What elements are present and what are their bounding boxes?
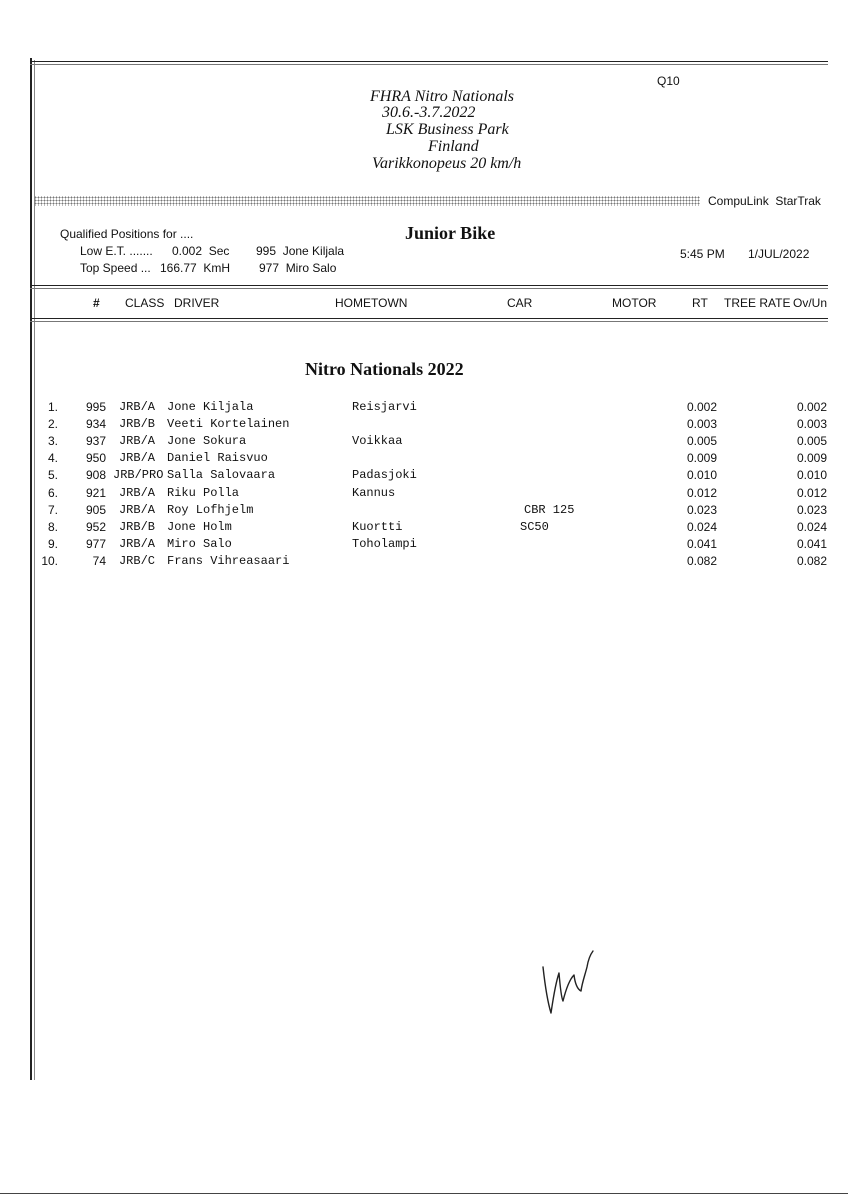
cell-driver: Jone Holm bbox=[167, 519, 232, 534]
class-title: Junior Bike bbox=[405, 223, 496, 243]
cell-num: 937 bbox=[85, 434, 106, 449]
low-et-driver: 995 Jone Kiljala bbox=[256, 244, 345, 258]
cell-driver: Jone Kiljala bbox=[167, 400, 254, 414]
event-venue: LSK Business Park bbox=[386, 121, 509, 138]
col-ovun: Ov/Un bbox=[793, 296, 828, 310]
cell-num: 934 bbox=[85, 417, 106, 432]
cell-hometown: Toholampi bbox=[352, 536, 417, 551]
event-title: FHRA Nitro Nationals bbox=[370, 88, 515, 105]
cell-car: CBR 125 bbox=[524, 502, 575, 517]
event-country: Finland bbox=[428, 138, 479, 155]
top-rule-2 bbox=[30, 64, 828, 65]
cell-cls: JRB/A bbox=[118, 451, 155, 466]
cell-cls: JRB/PRO bbox=[113, 468, 164, 483]
header-rule-top-2 bbox=[30, 288, 828, 289]
cell-rt: 0.010 bbox=[686, 468, 717, 483]
table-row bbox=[0, 468, 848, 485]
cell-cls: JRB/A bbox=[118, 434, 155, 449]
col-hometown: HOMETOWN bbox=[335, 296, 408, 310]
top-rule bbox=[30, 61, 828, 62]
cell-driver: Jone Sokura bbox=[167, 434, 247, 449]
cell-num: 977 bbox=[85, 536, 106, 551]
table-row bbox=[0, 520, 848, 537]
cell-hometown: Reisjarvi bbox=[352, 400, 417, 414]
qualified-label: Qualified Positions for .... bbox=[60, 227, 194, 241]
cell-rt: 0.023 bbox=[686, 502, 717, 517]
report-time: 5:45 PM bbox=[680, 247, 725, 261]
table-row bbox=[0, 554, 848, 571]
table-row bbox=[0, 400, 848, 417]
cell-pos: 5. bbox=[47, 468, 58, 483]
cell-ovun: 0.005 bbox=[796, 434, 827, 449]
top-speed-label: Top Speed ... bbox=[80, 261, 151, 275]
cell-rt: 0.024 bbox=[686, 519, 717, 534]
cell-num: 905 bbox=[85, 502, 106, 517]
cell-cls: JRB/B bbox=[118, 519, 155, 534]
cell-cls: JRB/A bbox=[118, 485, 155, 500]
top-speed-driver: 977 Miro Salo bbox=[259, 261, 337, 275]
cell-rt: 0.003 bbox=[686, 417, 717, 432]
cell-ovun: 0.012 bbox=[796, 485, 827, 500]
header-rule-top bbox=[30, 285, 828, 286]
cell-pos: 4. bbox=[47, 451, 58, 466]
cell-num: 995 bbox=[85, 400, 106, 414]
top-speed-value: 166.77 KmH bbox=[160, 261, 231, 275]
cell-ovun: 0.010 bbox=[796, 468, 827, 483]
page-code: Q10 bbox=[657, 74, 680, 88]
cell-ovun: 0.003 bbox=[796, 417, 827, 432]
table-row bbox=[0, 417, 848, 434]
cell-pos: 9. bbox=[47, 536, 58, 551]
cell-driver: Miro Salo bbox=[167, 536, 232, 551]
cell-ovun: 0.041 bbox=[796, 536, 827, 551]
event-dates: 30.6.-3.7.2022 bbox=[382, 104, 476, 121]
cell-hometown: Padasjoki bbox=[352, 468, 417, 483]
cell-pos: 8. bbox=[47, 519, 58, 534]
cell-num: 950 bbox=[85, 451, 106, 466]
col-num: # bbox=[93, 296, 100, 310]
cell-ovun: 0.024 bbox=[796, 519, 827, 534]
cell-rt: 0.009 bbox=[686, 451, 717, 466]
header-rule-bottom-2 bbox=[30, 321, 828, 322]
col-car: CAR bbox=[507, 296, 533, 310]
table-row bbox=[0, 451, 848, 468]
cell-driver: Daniel Raisvuo bbox=[167, 451, 268, 466]
cell-driver: Frans Vihreasaari bbox=[167, 553, 290, 568]
cell-rt: 0.005 bbox=[686, 434, 717, 449]
cell-ovun: 0.023 bbox=[796, 502, 827, 517]
cell-cls: JRB/A bbox=[118, 536, 155, 551]
table-row bbox=[0, 537, 848, 554]
cell-num: 921 bbox=[85, 485, 106, 500]
cell-hometown: Voikkaa bbox=[352, 434, 403, 449]
cell-car: SC50 bbox=[520, 519, 549, 534]
col-tree-rate: TREE RATE bbox=[724, 296, 791, 310]
cell-num: 952 bbox=[85, 519, 106, 534]
cell-pos: 3. bbox=[47, 434, 58, 449]
cell-cls: JRB/A bbox=[118, 502, 155, 517]
section-title: Nitro Nationals 2022 bbox=[305, 359, 464, 379]
cell-pos: 1. bbox=[47, 400, 58, 414]
col-rt: RT bbox=[692, 296, 708, 310]
system-name: CompuLink StarTrak bbox=[708, 194, 821, 208]
report-date: 1/JUL/2022 bbox=[748, 247, 810, 261]
cell-cls: JRB/C bbox=[118, 553, 155, 568]
header-rule-bottom bbox=[30, 318, 828, 319]
cell-cls: JRB/B bbox=[118, 417, 155, 432]
cell-pos: 6. bbox=[47, 485, 58, 500]
pit-speed: Varikkonopeus 20 km/h bbox=[372, 155, 522, 172]
cell-rt: 0.012 bbox=[686, 485, 717, 500]
cell-pos: 7. bbox=[47, 502, 58, 517]
col-class: CLASS bbox=[125, 296, 165, 310]
cell-ovun: 0.082 bbox=[796, 553, 827, 568]
cell-driver: Salla Salovaara bbox=[167, 468, 276, 483]
cell-driver: Riku Polla bbox=[167, 485, 240, 500]
cell-rt: 0.041 bbox=[686, 536, 717, 551]
cell-num: 908 bbox=[85, 468, 106, 483]
table-row bbox=[0, 486, 848, 503]
page-bottom-rule bbox=[0, 1193, 848, 1194]
cell-ovun: 0.002 bbox=[796, 400, 827, 414]
cell-rt: 0.002 bbox=[686, 400, 717, 414]
cell-driver: Roy Lofhjelm bbox=[167, 502, 254, 517]
col-driver: DRIVER bbox=[174, 296, 220, 310]
cell-hometown: Kuortti bbox=[352, 519, 403, 534]
table-row bbox=[0, 434, 848, 451]
low-et-value: 0.002 Sec bbox=[172, 244, 230, 258]
cell-pos: 10. bbox=[41, 553, 58, 568]
table-row bbox=[0, 503, 848, 520]
col-motor: MOTOR bbox=[612, 296, 657, 310]
signature bbox=[535, 945, 605, 1020]
cell-ovun: 0.009 bbox=[796, 451, 827, 466]
low-et-label: Low E.T. ....... bbox=[80, 244, 153, 258]
cell-hometown: Kannus bbox=[352, 485, 396, 500]
dotted-band bbox=[34, 196, 700, 206]
cell-num: 74 bbox=[92, 553, 106, 568]
cell-driver: Veeti Kortelainen bbox=[167, 417, 290, 432]
cell-rt: 0.082 bbox=[686, 553, 717, 568]
cell-pos: 2. bbox=[47, 417, 58, 432]
cell-cls: JRB/A bbox=[118, 400, 155, 414]
